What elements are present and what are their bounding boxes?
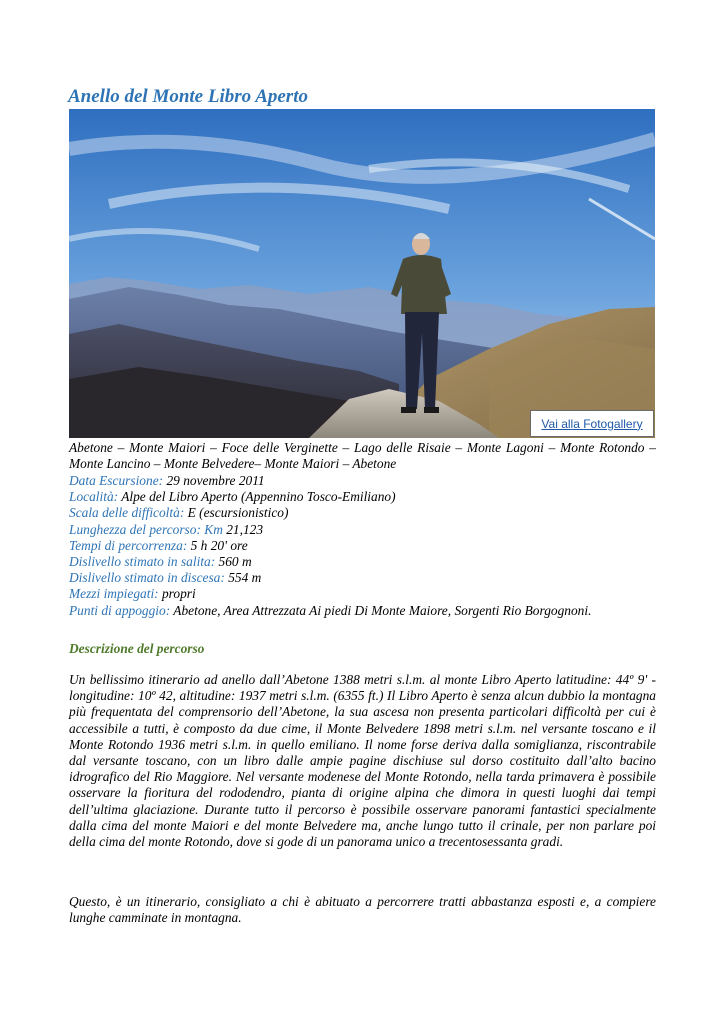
section-heading: Descrizione del percorso [69,641,205,656]
info-value: Alpe del Libro Aperto (Appennino Tosco-Emiliano) [118,489,396,505]
info-label: Data Escursione: [69,473,164,488]
info-label: Tempi di percorrenza: [69,537,188,553]
info-row-ascent [69,554,656,570]
hero-photo [69,109,655,438]
info-row-descent [69,570,656,586]
info-value: Abetone, Area Attrezzata Ai piedi Di Monte Maiore, Sorgenti Rio Borgognoni. [170,602,592,618]
info-label: Mezzi impiegati: [69,586,159,602]
info-label: Dislivello stimato in salita: [69,554,216,570]
page-title: Anello del Monte Libro Aperto [68,86,308,107]
info-row-difficulty [69,505,656,521]
info-label: Località: [69,489,119,505]
info-row-date [69,473,656,489]
info-value: 5 h 20' ore [187,537,248,553]
info-row-support [69,603,656,619]
info-value: 21,123 [222,521,264,537]
fotogallery-button[interactable]: Vai alla Fotogallery [530,410,654,437]
info-row-length [69,522,656,538]
info-row-time [69,538,656,554]
info-label: Lunghezza del percorso: Km [69,521,223,537]
info-label: Punti di appoggio: [69,602,171,618]
info-label: Scala delle difficoltà: [69,505,185,521]
info-value: 554 m [224,570,262,586]
info-value: propri [158,586,196,602]
info-row-transport [69,586,656,602]
info-label: Dislivello stimato in discesa: [69,570,225,586]
info-value: E (escursionistico) [184,505,289,521]
info-row-location [69,489,656,505]
description-paragraph-2: Questo, è un itinerario, consigliato a chi è abituato a percorrere tratti abbastanza esposti e, a compiere lunghe camminate in montagna. [69,894,656,926]
info-value: 560 m [215,554,252,570]
info-value: 29 novembre 2011 [163,473,265,488]
description-paragraph: Un bellissimo itinerario ad anello dall’Abetone 1388 metri s.l.m. al monte Libro Aperto latitudine: 44º 9' - longitudine: 10º 42, altitudine: 1937 metri s.l.m. (6355 ft.) Il Libro Aperto è senza alcun dubbio la montagna più frequentata del comprensorio dell’Abetone, la sua ascesa non presenta particolari difficoltà per cui è accessibile a tutti, è composto da due cime, il Monte Belvedere 1898 metri s.l.m. nel versante toscano e il Monte Rotondo 1936 metri s.l.m. in quello emiliano. Il nome forse deriva dalla somiglianza, riscontrabile dal versante toscano, con un libro dalle ampie pagine dischiuse sul dorso costituito dall’alto bacino idrografico del Rio Maggiore. Nel versante modenese del Monte Rotondo, nella tarda primavera è possibile osservare la fioritura del rododendro, pianta di origine alpina che dimora in questi luoghi dai tempi dell’ultima glaciazione. Durante tutto il percorso è possibile osservare panorami fantastici specialmente dalla cima del monte Maiori e del monte Belvedere ma, anche lungo tutto il crinale, per non parlare poi della cima del monte Rotondo, dove si gode di un panorama unico a trecentosessanta gradi. [69,672,656,850]
trip-info-list [69,473,656,619]
route-description: Abetone – Monte Maiori – Foce delle Verginette – Lago delle Risaie – Monte Lagoni – Monte Rotondo – Monte Lancino – Monte Belvedere– Monte Maiori – Abetone [69,440,656,472]
mountain-photo-illustration [69,109,655,438]
